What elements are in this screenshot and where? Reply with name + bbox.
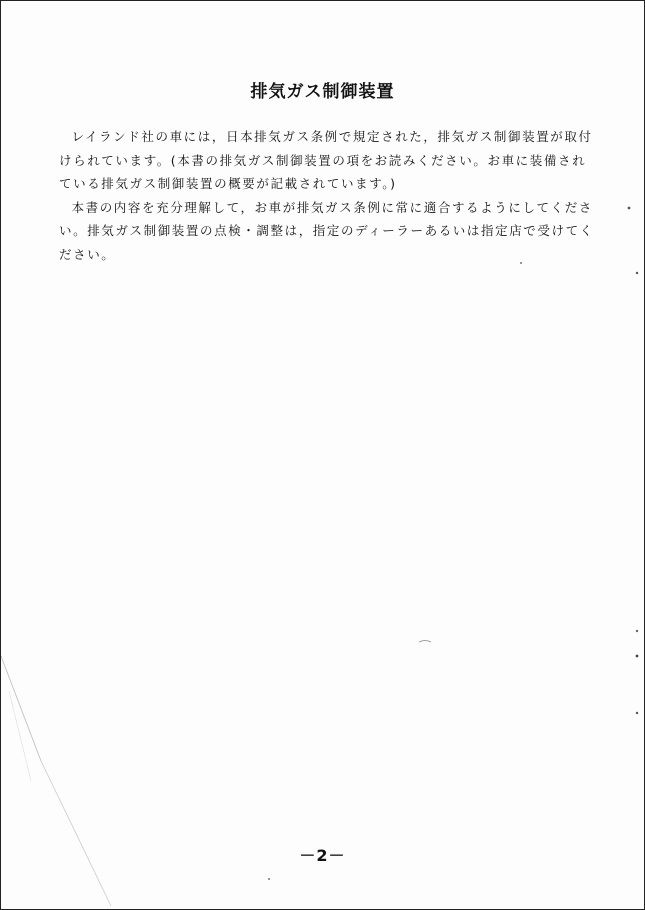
page-number: －2－ [299,846,346,865]
document-body [59,125,599,266]
page-title: 排気ガス制御装置 [250,82,395,102]
paragraph: 本書の内容を充分理解して，お車が排気ガス条例に常に適合するようにしてください。排気ガス制御装置の点検・調整は，指定のディーラーあるいは指定店で受けてください。 [59,199,594,262]
paragraph: レイランド社の車には，日本排気ガス条例で規定された，排気ガス制御装置が取付けられています。(本書の排気ガス制御装置の項をお読みください。お車に装備されている排気ガス制御装置の概要が記載されています。) [59,129,593,191]
